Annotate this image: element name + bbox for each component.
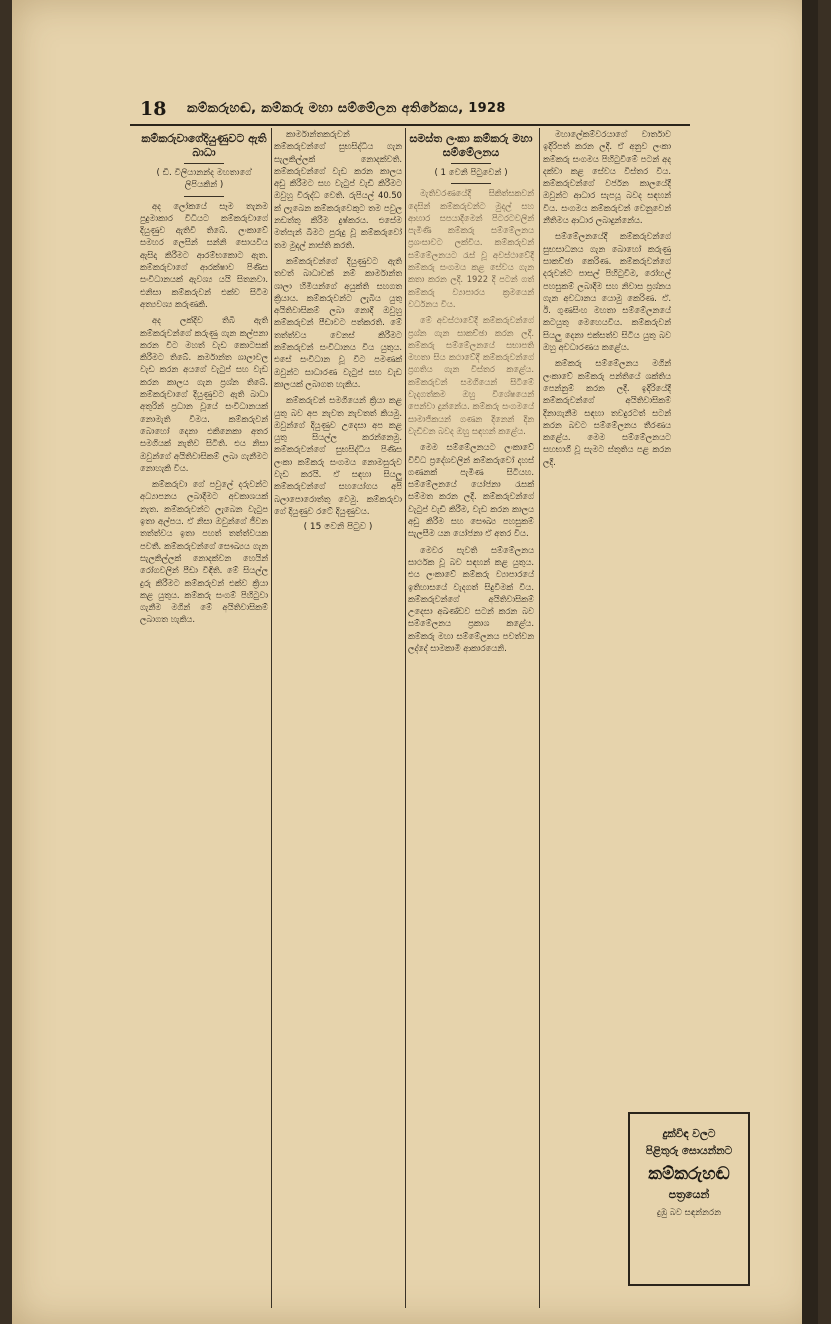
article-1-continued-paragraph: කම්කරුවන් සමගියෙන් ක්‍රියා කළ යුතු බව අප නැවත නැවතත් කියමු. ඔවුන්ගේ දියුණුව උදෙසා අප කළ යුතු සියල්ල කරන්නෙමු. කම්කරුවන්ගේ සුභසිද්ධිය පිණිස ලංකා කම්කරු සංගමය නොමසුරුව වැඩ කරයි. ඒ සඳහා සියලු කම්කරුවන්ගේ සහයෝගය අපි බලාපොරොත්තු වෙමු. කම්කරුවා ගේ දියුණුව රටේ දියුණුවය. <box>274 395 402 516</box>
article-2-continued-from: ( 1 වෙනි පිටුවෙන් ) <box>434 168 508 178</box>
article-2-continued-paragraph: කම්කරු සම්මේලනය මගින් ලංකාවේ කම්කරු පන්තියේ ශක්තිය පෙන්නුම් කරන ලදී. ඉදිරියේදී කම්කරුවන්ගේ අයිතිවාසිකම් දිනාගැනීම සඳහා තවදුරටත් සටන් කරන බවට සම්මේලනය තීරණය කළේය. මෙම සම්මේලනයට සහභාගී වූ සැමට ස්තුතිය පළ කරන ලදී. <box>543 358 671 467</box>
divider <box>451 183 491 184</box>
continued-on-note: ( 15 වෙනි පිටුව ) <box>303 522 373 533</box>
advert-line-4: පත්‍රයෙන් <box>668 1188 710 1201</box>
article-2-continued-paragraph: සම්මේලනයේදී කම්කරුවන්ගේ සුභසාධනය ගැන බොහෝ කරුණු සාකච්ඡා කෙරිණ. කම්කරුවන්ගේ දරුවන්ට පාසල් පිහිටුවීම, රෝහල් පහසුකම් ලබාදීම සහ නිවාස ප්‍රශ්නය ගැන අවධානය යොමු කෙරිණ. ඒ. ඊ. ගුණසිංහ මහතා සම්මේලනයේ කටයුතු මෙහෙයවීය. කම්කරුවන් සියලු දෙනා එක්සත්ව සිටිය යුතු බව ඔහු අවධාරණය කළේය. <box>543 231 671 353</box>
column-separator <box>539 128 540 1308</box>
header-rule <box>130 124 690 126</box>
divider <box>184 163 224 164</box>
article-1-paragraph: කම්කරුවා ගේ පවුලේ දරුවන්ට අධ්‍යාපනය ලබාදීමට අවකාශයක් නැත. කම්කරුවන්ට ලැබෙන වැටුප ඉතා අල්පය. ඒ නිසා ඔවුන්ගේ ජීවන තත්ත්වය ඉතා පහත් තත්ත්වයක පවතී. කම්කරුවන්ගේ සෞඛ්‍යය ගැන සැලකිල්ලක් නොදක්වන හෙයින් රෝගවලින් පීඩා විඳිති. මේ සියල්ල දුරු කිරීමට කම්කරුවන් එක්ව ක්‍රියා කළ යුතුය. කම්කරු සංගම් පිහිටුවා ගැනීම මගින් මේ අයිතිවාසිකම් ලබාගත හැකිය. <box>140 479 268 625</box>
article-1-paragraph: අද ලෝකයේ සෑම තැනම පුදුමාකාර විධියට කම්කරුවාගේ දියුණුව ඇතිවී තිබේ. ලංකාවේ සමහර ලෙසින් සන්නි සොයවිය ඇසිදා කිරීමට ආරම්භකොට ඇත. කම්කරුවාගේ ආරක්ෂාව පිණිස සංවිධානයක් ඇවශ්‍ය යයි සිතනවා. එනිසා කම්කරුවන් එක්ව සිටීම අත්‍යවශ්‍ය කරුණකි. <box>140 200 268 309</box>
column-4 <box>543 128 671 1108</box>
divider <box>451 163 491 164</box>
article-2-paragraph: මැතිවරණයේදී සිකිත්සකවන් දෙසින් කම්කරුවන්ට මුදල් සහ ආහාර සපයාදීමෙන් පිටරටවලින් පැමිණි කම්කරු සම්මේලනය ප්‍රශංසාවට ලක්විය. කම්කරුවන් සම්මේලනයට රැස් වූ අවස්ථාවේදී කම්කරු සංගමය කළ සේවය ගැන කතා කරන ලදී. 1922 දී පටන් ගත් කම්කරු ව්‍යාපාරය ක්‍රමයෙන් වර්ධනය විය. <box>408 188 534 309</box>
column-separator <box>405 128 406 1308</box>
article-1-continued-paragraph: කම්කරුවන්ගේ දියුණුවට ඇති තවත් බාධාවක් නම් කාර්මාන්ත ශාලා හිමියන්ගේ අයුක්ති සහගත ක්‍රියාය. කම්කරුවන්ට ලැබිය යුතු අයිතිවාසිකම් ලබා නොදී ඔවුහු කම්කරුවන් පීඩාවට පත්කරති. මේ තත්ත්වය වෙනස් කිරීමට කම්කරුවන් සංවිධානය විය යුතුය. එසේ සංවිධාන වූ විට පමණක් ඔවුන්ට සාධාරණ වැටුප් සහ වැඩ කාලයක් ලබාගත හැකිය. <box>274 255 402 389</box>
advert-paper-name: කම්කරුහඬ <box>648 1164 730 1184</box>
newspaper-page <box>12 0 818 1324</box>
advert-line-5: දුඹු බව සඳන්නරන <box>657 1208 721 1218</box>
page-number: 18 <box>140 98 167 120</box>
article-2-paragraph: මේ අවස්ථාවේදී කම්කරුවන්ගේ ප්‍රශ්න ගැන සාකච්ඡා කරන ලදී. කම්කරු සම්මේලනයේ සභාපති මහතා සිය කථාවේදී කම්කරුවන්ගේ ප්‍රගතිය ගැන විස්තර කළේය. කම්කරුවන් සමගියෙන් සිටීමේ වැදගත්කම ඔහු විශේෂයෙන් පෙන්වා දුන්නේය. කම්කරු සංගමයේ සාමාජිකයන් ගණන දිනෙන් දින වැඩිවන බවද ඔහු සඳහන් කළේය. <box>408 315 534 436</box>
column-3 <box>408 128 534 1308</box>
advert-line-2: පිළිතුරු සොයන්නට <box>645 1145 733 1157</box>
article-1-continued-paragraph: කාර්මාන්තකරුවන් කම්කරුවන්ගේ සුභසිද්ධිය ගැන සැලකිල්ලක් නොදක්වති. කම්කරුවන්ගේ වැඩ කරන කාලය අඩු කිරීමට සහ වැටුප් වැඩි කිරීමට ඔවුහු විරුද්ධ වෙති. රුපියල් 40.50 ක් ලැබෙන කම්කරුවෙකුට තම පවුල නඩත්තු කිරීම දුෂ්කරය. එසේම මත්පැන් බීමට පුරුදු වූ කම්කරුවෝ තම මුදල් නාස්ති කරති. <box>274 129 402 250</box>
divider <box>184 196 224 197</box>
running-header: කම්කරුහඬ, කම්කරු මහා සම්මේලන අතිරේකය, 1928 <box>187 101 506 116</box>
advert-line-1: දුක්විඳ වලට <box>662 1128 716 1140</box>
article-2-paragraph: මෙම සම්මේලනයට ලංකාවේ විවිධ ප්‍රදේශවලින් කම්කරුවෝ දහස් ගණනක් පැමිණ සිටියහ. සම්මේලනයේ යෝජනා රැසක් සම්මත කරන ලදී. කම්කරුවන්ගේ වැටුප් වැඩි කිරීම, වැඩ කරන කාලය අඩු කිරීම සහ සෞඛ්‍ය පහසුකම් සැලසීම යන යෝජනා ඒ අතර විය. <box>408 442 534 539</box>
column-1 <box>140 128 268 1308</box>
article-1-headline: කම්කරුවාගේදියුණුවට ඇති බාධා <box>141 132 267 159</box>
article-2-headline: සමස්ත ලංකා කම්කරු මහා සම්මේලනය <box>409 132 533 159</box>
article-1-paragraph: අද ලක්දිව තිබී ඇති කම්කරුවන්ගේ කරුණු ගැන කල්පනා කරන විට මහත් වැඩ කොටසක් කිරීමට තිබේ. කර්මාන්ත ශාලාවල වැඩ කරන අයගේ වැටුප් සහ වැඩ කරන කාලය ගැන ප්‍රශ්න තිබේ. කම්කරුවාගේ දියුණුවට ඇති බාධා අතුරින් ප්‍රධාන වූයේ සංවිධානයක් නොමැති වීමය. කම්කරුවන් බොහෝ දෙනා එකිනෙකා අතර සමගියක් නැතිව සිටිති. එය නිසා ඔවුන්ගේ අයිතිවාසිකම් ලබා ගැනීමට නොහැකි විය. <box>140 315 268 473</box>
article-2-paragraph: මෙවර පැවති සම්මේලනය සාර්ථක වූ බව සඳහන් කළ යුතුය. එය ලංකාවේ කම්කරු ව්‍යාපාරයේ ඉතිහාසයේ වැදගත් සිදුවීමක් විය. කම්කරුවන්ගේ අයිතිවාසිකම් උදෙසා අඛණ්ඩව සටන් කරන බව සම්මේලනය ප්‍රකාශ කළේය. කම්කරු මහා සම්මේලනය පවත්වන ලද්දේ සාමකාමී ආකාරයෙනි. <box>408 544 534 653</box>
column-2 <box>274 128 402 1308</box>
boxed-advertisement <box>628 1112 750 1286</box>
page-binding-edge <box>802 0 818 1324</box>
article-2-continued-paragraph: මහාලේකම්වරයාගේ වාර්තාව ඉදිරිපත් කරන ලදී. ඒ අනුව ලංකා කම්කරු සංගමය පිහිටුවීමේ පටන් අද දක්වා කළ සේවය විස්තර විය. කම්කරුවන්ගේ වර්ජන කාලයේදී ඔවුන්ට ආධාර සැපයූ බවද සඳහන් විය. සංගමය කම්කරුවන් වෙනුවෙන් නීතිමය ආධාර ලබාදුන්නේය. <box>543 129 671 226</box>
column-separator <box>271 128 272 1308</box>
article-1-byline: ( ඩී. විලියානන්ද මහතාගේ ලිපියකින් ) <box>156 168 252 191</box>
